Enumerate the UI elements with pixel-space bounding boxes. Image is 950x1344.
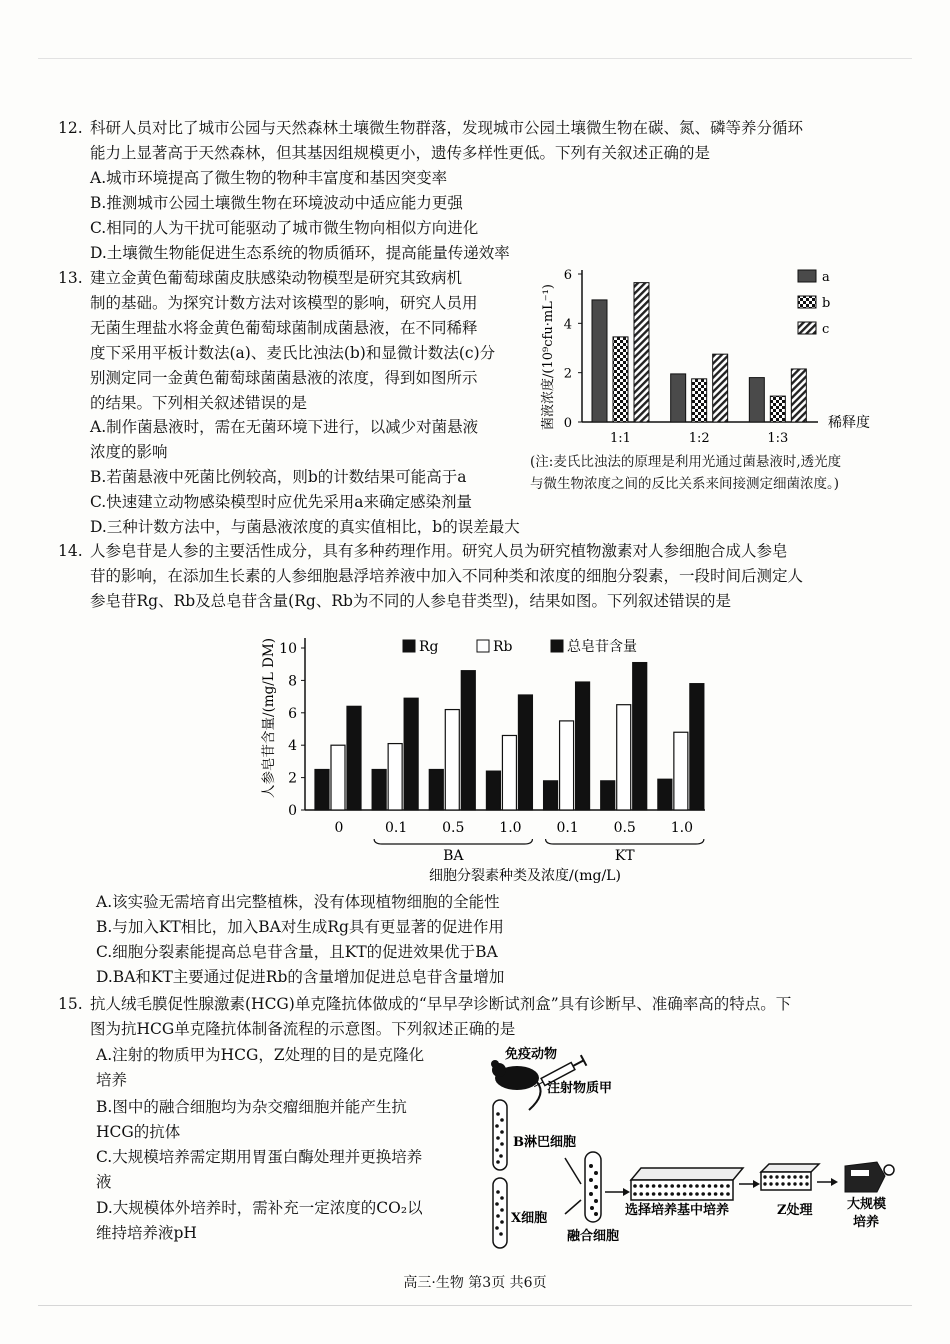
question-stem-line: 能力上显著高于天然森林，但其基因组规模更小，遗传多样性更低。下列有关叙述正确的是 [90, 144, 711, 162]
x-cell-tube [493, 1178, 507, 1248]
option-b-cont: HCG的抗体 [96, 1123, 181, 1141]
legend-swatch-Rg [403, 640, 415, 652]
option-c: C.大规模培养需定期用胃蛋白酶处理并更换培养 [96, 1148, 423, 1166]
group-bracket [546, 839, 704, 844]
bar-Rb [502, 735, 516, 810]
question-stem-line: 苷的影响，在添加生长素的人参细胞悬浮培养液中加入不同种类和浓度的细胞分裂素，一段时间后测定人 [90, 567, 804, 585]
large-scale-label: 培养 [853, 1215, 880, 1230]
option-a: A.制作菌悬液时，需在无菌环境下进行，以减少对菌悬液 [90, 418, 479, 436]
bar-总皂苷含量 [461, 671, 475, 810]
question-stem-line: 度下采用平板计数法(a)、麦氏比浊法(b)和显微计数法(c)分 [90, 344, 496, 362]
x-tick-label: 0.5 [613, 820, 636, 836]
plate-well [799, 1175, 802, 1178]
plate-well [799, 1182, 802, 1185]
option-a: A.注射的物质甲为HCG，Z处理的目的是克隆化 [96, 1046, 425, 1064]
question-stem-line: 人参皂苷是人参的主要活性成分，具有多种药理作用。研究人员为研究植物激素对人参细胞合成人参皂 [90, 542, 788, 560]
plate-well [775, 1182, 778, 1185]
fusion-tube [585, 1152, 601, 1222]
bar-Rg [486, 771, 500, 810]
option-b: B.若菌悬液中死菌比例较高，则b的计数结果可能高于a [90, 468, 467, 486]
plate-well [683, 1192, 687, 1196]
plate-well [805, 1182, 808, 1185]
y-tick-label: 4 [288, 738, 297, 755]
immune-animal-label: 免疫动物 [505, 1047, 558, 1062]
x-tick-label: 0.1 [385, 820, 408, 836]
option-c: C.细胞分裂素能提高总皂苷含量，且KT的促进效果优于BA [96, 943, 498, 961]
inject-label: 注射物质甲 [547, 1081, 613, 1096]
page-footer: 高三·生物 第3页 共6页 [403, 1275, 547, 1291]
plate-well [793, 1175, 796, 1178]
bar-Rg [601, 781, 615, 810]
x-tick-label: 1:2 [688, 431, 710, 446]
plate-well [677, 1184, 681, 1188]
plate-well [805, 1175, 808, 1178]
question-number: 12. [58, 119, 83, 137]
b-cell-label: B淋巴细胞 [513, 1135, 576, 1150]
x-tick-label: 1.0 [670, 820, 693, 836]
plate-well [639, 1184, 643, 1188]
plate-well [639, 1192, 643, 1196]
bar-c [791, 369, 806, 422]
plate-well [701, 1192, 705, 1196]
option-c-cont: 液 [96, 1173, 112, 1191]
selective-culture-label: 选择培养基中培养 [625, 1203, 730, 1218]
plate-well [763, 1175, 766, 1178]
plate-well [658, 1192, 662, 1196]
question-stem-line: 科研人员对比了城市公园与天然森林土壤微生物群落，发现城市公园土壤微生物在碳、氮、磷等养分循环 [90, 119, 804, 137]
plate-well [652, 1184, 656, 1188]
option-d: D.三种计数方法中，与菌悬液浓度的真实值相比，b的误差最大 [90, 518, 520, 536]
x-tick-label: 0 [334, 820, 344, 836]
legend-label: c [822, 322, 830, 337]
bar-Rb [445, 710, 459, 810]
x-tick-label: 1:3 [767, 431, 789, 446]
bar-Rb [674, 732, 688, 810]
x-tick-label: 1:1 [610, 431, 631, 446]
plate-well [633, 1184, 637, 1188]
bar-总皂苷含量 [347, 706, 361, 810]
bar-Rg [429, 770, 443, 811]
antibody-flow-diagram [485, 1042, 905, 1252]
fusion-cell-label: 融合细胞 [567, 1229, 620, 1244]
option-d: D.BA和KT主要通过促进Rb的含量增加促进总皂苷含量增加 [96, 968, 505, 986]
z-treatment-label: Z处理 [777, 1203, 813, 1218]
option-d: D.土壤微生物能促进生态系统的物质循环，提高能量传递效率 [90, 244, 510, 262]
question-stem-line: 建立金黄色葡萄球菌皮肤感染动物模型是研究其致病机 [90, 269, 463, 287]
plate-well [726, 1184, 730, 1188]
y-tick-label: 4 [563, 317, 572, 333]
x-cell-label: X细胞 [511, 1211, 548, 1226]
plate-well [769, 1182, 772, 1185]
plate-well [701, 1184, 705, 1188]
option-b: B.与加入KT相比，加入BA对生成Rg具有更显著的促进作用 [96, 918, 504, 936]
x-tick-label: 1.0 [499, 820, 522, 836]
chart-note-line: (注:麦氏比浊法的原理是利用光通过菌悬液时,透光度 [530, 454, 842, 470]
bar-b [770, 396, 785, 422]
plate-well [787, 1182, 790, 1185]
bar-总皂苷含量 [404, 698, 418, 810]
plate-well [695, 1184, 699, 1188]
plate-well [695, 1192, 699, 1196]
plate-well [763, 1182, 766, 1185]
x-axis-label: 稀释度 [828, 415, 870, 431]
plate-well [708, 1192, 712, 1196]
culture-plate-icon [761, 1164, 819, 1190]
bar-Rg [544, 781, 558, 810]
y-tick-label: 8 [288, 673, 297, 690]
question-stem-line: 的结果。下列相关叙述错误的是 [90, 394, 308, 412]
bioreactor-icon [845, 1162, 894, 1192]
plate-well [670, 1192, 674, 1196]
large-scale-label: 大规模 [847, 1197, 887, 1212]
bar-总皂苷含量 [633, 663, 647, 810]
option-a-cont: 浓度的影响 [90, 443, 168, 461]
b-cell-tube [493, 1100, 507, 1170]
legend-label: Rg [419, 639, 439, 655]
legend-label: Rb [493, 639, 513, 655]
legend-label: b [822, 296, 831, 311]
bar-c [713, 354, 728, 422]
plate-well [670, 1184, 674, 1188]
question-number: 15. [58, 995, 83, 1013]
plate-well [646, 1192, 650, 1196]
y-tick-label: 10 [279, 641, 297, 657]
legend-swatch-b [798, 296, 816, 308]
bar-a [671, 374, 686, 422]
question-stem-line: 抗人绒毛膜促性腺激素(HCG)单克隆抗体做成的“早早孕诊断试剂盒”具有诊断早、准确率高的特点。下 [90, 995, 792, 1013]
y-axis-label: 菌液浓度/(10⁹cfu·mL⁻¹) [541, 284, 556, 430]
option-b: B.推测城市公园土壤微生物在环境波动中适应能力更强 [90, 194, 463, 212]
bar-Rb [617, 705, 631, 810]
ginsenoside-chart [255, 618, 715, 893]
chart-note-line: 与微生物浓度之间的反比关系来间接测定细菌浓度。) [530, 476, 840, 492]
plate-well [714, 1192, 718, 1196]
plate-well [708, 1184, 712, 1188]
y-tick-label: 6 [563, 268, 572, 283]
plate-well [787, 1175, 790, 1178]
plate-well [720, 1184, 724, 1188]
x-axis-label: 细胞分裂素种类及浓度/(mg/L) [429, 868, 621, 884]
question-stem-line: 图为抗HCG单克隆抗体制备流程的示意图。下列叙述正确的是 [90, 1020, 516, 1038]
plate-well [714, 1184, 718, 1188]
legend-label: a [822, 270, 830, 285]
option-a: A.城市环境提高了微生物的物种丰富度和基因突变率 [90, 169, 448, 187]
legend-label: 总皂苷含量 [567, 639, 637, 655]
option-c: C.相同的人为干扰可能驱动了城市微生物向相似方向进化 [90, 219, 479, 237]
question-stem-line: 无菌生理盐水将金黄色葡萄球菌制成菌悬液，在不同稀释 [90, 319, 478, 337]
x-tick-label: 0.5 [442, 820, 465, 836]
question-stem-line: 别测定同一金黄色葡萄球菌菌悬液的浓度，得到如图所示 [90, 369, 478, 387]
legend-swatch-c [798, 322, 816, 334]
bar-c [634, 283, 649, 422]
culture-plate-icon [631, 1168, 743, 1200]
plate-well [664, 1184, 668, 1188]
plate-well [658, 1184, 662, 1188]
bar-Rb [388, 744, 402, 810]
option-a: A.该实验无需培育出完整植株，没有体现植物细胞的全能性 [96, 893, 500, 911]
plate-well [793, 1182, 796, 1185]
option-b: B.图中的融合细胞均为杂交瘤细胞并能产生抗 [96, 1098, 407, 1116]
legend-swatch-Rb [477, 640, 489, 652]
plate-well [633, 1192, 637, 1196]
option-d: D.大规模体外培养时，需补充一定浓度的CO₂以 [96, 1199, 423, 1217]
y-tick-label: 0 [288, 803, 297, 819]
question-stem-line: 制的基础。为探究计数方法对该模型的影响，研究人员用 [90, 294, 478, 312]
bacteria-concentration-chart [530, 262, 870, 462]
bar-Rg [372, 770, 386, 811]
plate-well [775, 1175, 778, 1178]
question-stem-line: 参皂苷Rg、Rb及总皂苷含量(Rg、Rb为不同的人参皂苷类型)，结果如图。下列叙述错误的是 [90, 592, 731, 610]
legend-swatch-a [798, 270, 816, 282]
plate-well [781, 1182, 784, 1185]
plate-well [781, 1175, 784, 1178]
y-tick-label: 0 [563, 416, 572, 431]
question-number: 14. [58, 542, 83, 560]
bar-Rb [331, 745, 345, 810]
bar-a [749, 378, 764, 422]
plate-well [683, 1184, 687, 1188]
group-label: KT [614, 848, 635, 864]
bar-Rg [658, 779, 672, 810]
bar-总皂苷含量 [576, 682, 590, 810]
option-a-cont: 培养 [96, 1071, 128, 1089]
plate-well [652, 1192, 656, 1196]
plate-well [664, 1192, 668, 1196]
plate-well [677, 1192, 681, 1196]
question-number: 13. [58, 269, 83, 287]
legend-swatch-总皂苷含量 [551, 640, 563, 652]
bar-a [592, 300, 607, 422]
plate-well [689, 1184, 693, 1188]
option-d-cont: 维持培养液pH [96, 1224, 197, 1242]
plate-well [726, 1192, 730, 1196]
bar-总皂苷含量 [690, 684, 704, 810]
plate-well [720, 1192, 724, 1196]
bar-b [692, 379, 707, 422]
plate-well [646, 1184, 650, 1188]
y-tick-label: 2 [563, 366, 572, 382]
y-tick-label: 6 [288, 705, 297, 722]
x-tick-label: 0.1 [556, 820, 579, 836]
option-c: C.快速建立动物感染模型时应优先采用a来确定感染剂量 [90, 493, 472, 511]
bar-Rg [315, 770, 329, 811]
plate-well [689, 1192, 693, 1196]
plate-well [769, 1175, 772, 1178]
y-axis-label: 人参皂苷含量/(mg/L DM) [261, 638, 277, 798]
group-bracket [374, 839, 532, 844]
bar-总皂苷含量 [518, 695, 532, 810]
y-tick-label: 2 [288, 770, 297, 787]
group-label: BA [443, 848, 464, 864]
bar-b [613, 337, 628, 422]
bar-Rb [560, 721, 574, 810]
